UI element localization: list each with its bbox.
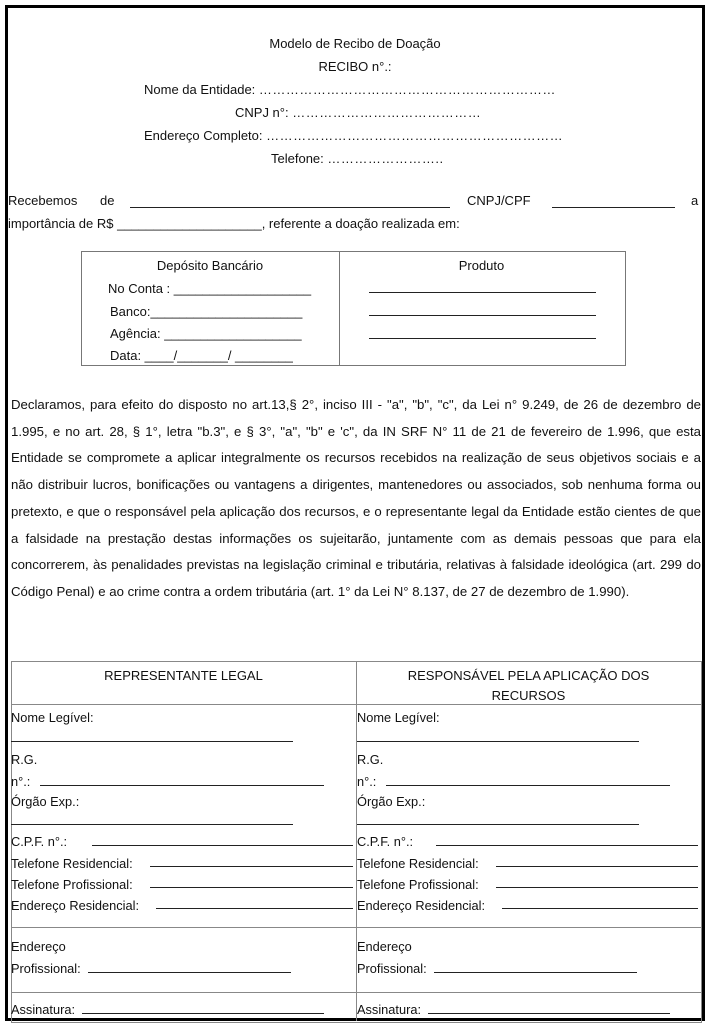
- bank-field[interactable]: Banco:_____________________: [110, 304, 303, 319]
- de-label: de: [100, 193, 115, 208]
- left-assinatura-label: Assinatura:: [11, 1002, 76, 1017]
- left-cpf-label: C.P.F. n°.:: [11, 834, 68, 849]
- left-endereco-label: Endereço: [11, 939, 66, 954]
- amount-line[interactable]: importância de R$ ____________________, referente a doação realizada em:: [8, 216, 460, 231]
- right-assinatura-label: Assinatura:: [357, 1002, 422, 1017]
- left-profissional-line[interactable]: [88, 972, 291, 973]
- right-cpf-line[interactable]: [436, 845, 698, 846]
- phone-field[interactable]: [271, 151, 444, 166]
- right-tel-res-label: Telefone Residencial:: [357, 856, 479, 871]
- entity-name-field[interactable]: [144, 82, 556, 97]
- full-address-dots: …………………………………………………………: [266, 128, 564, 143]
- left-nome-legivel-line[interactable]: [11, 741, 293, 742]
- left-orgao-label: Órgão Exp.:: [11, 794, 80, 809]
- right-orgao-label: Órgão Exp.:: [357, 794, 426, 809]
- left-tel-prof-line[interactable]: [150, 887, 353, 888]
- declaration-paragraph: [11, 392, 701, 606]
- agency-field[interactable]: Agência: ___________________: [110, 326, 302, 341]
- left-end-res-line[interactable]: [156, 908, 353, 909]
- phone-dots: ……………………..: [327, 151, 444, 166]
- receipt-document: [5, 5, 705, 1021]
- product-line-3[interactable]: [369, 338, 596, 339]
- entity-name-dots: …………………………………………………………: [258, 82, 556, 97]
- full-address-label: Endereço Completo:: [144, 128, 263, 143]
- right-tel-res-line[interactable]: [496, 866, 698, 867]
- product-line-1[interactable]: [369, 292, 596, 293]
- right-profissional-line[interactable]: [434, 972, 637, 973]
- right-tel-prof-label: Telefone Profissional:: [357, 877, 479, 892]
- right-profissional-label: Profissional:: [357, 961, 427, 976]
- signatures-row-rule-1: [11, 927, 701, 928]
- responsible-header-line1: RESPONSÁVEL PELA APLICAÇÃO DOS: [407, 668, 650, 683]
- phone-label: Telefone:: [271, 151, 324, 166]
- right-rg-number-line[interactable]: [386, 785, 670, 786]
- right-rg-number-label: n°.:: [357, 774, 377, 789]
- full-address-field[interactable]: [144, 128, 563, 143]
- receipt-number-label: RECIBO n°.:: [318, 59, 392, 74]
- left-tel-res-label: Telefone Residencial:: [11, 856, 133, 871]
- a-label: a: [691, 193, 699, 208]
- left-end-res-label: Endereço Residencial:: [11, 898, 140, 913]
- right-nome-legivel-label: Nome Legível:: [357, 710, 440, 725]
- right-end-res-label: Endereço Residencial:: [357, 898, 486, 913]
- legal-representative-header: REPRESENTANTE LEGAL: [104, 668, 263, 683]
- left-orgao-line[interactable]: [11, 824, 293, 825]
- right-endereco-label: Endereço: [357, 939, 412, 954]
- cnpj-field[interactable]: [235, 105, 481, 120]
- bank-deposit-header: Depósito Bancário: [156, 258, 264, 273]
- left-profissional-label: Profissional:: [11, 961, 81, 976]
- recebemos-label: Recebemos: [8, 193, 78, 208]
- product-header: Produto: [458, 258, 505, 273]
- product-line-2[interactable]: [369, 315, 596, 316]
- responsible-header-line2: RECURSOS: [491, 688, 566, 703]
- right-nome-legivel-line[interactable]: [357, 741, 639, 742]
- right-rg-label: R.G.: [357, 752, 384, 767]
- left-rg-label: R.G.: [11, 752, 38, 767]
- donor-name-line[interactable]: [130, 207, 450, 208]
- account-number-field[interactable]: No Conta : ___________________: [108, 281, 312, 296]
- right-tel-prof-line[interactable]: [496, 887, 698, 888]
- declaration-text: Declaramos, para efeito do disposto no art.13,§ 2°, inciso III - "a", "b", "c", da Lei n° 9.249, de 26 de dezembro de 1.995, e no art. 28, § 1°, letra "b.3", e § 3°, "a", "b" e 'c", da IN SRF N° 11 de 21 de fevereiro de 1.996, que esta Entidade se compromete a aplicar integralmente os recursos recebidos na realização de seus objetivos sociais e a não distribuir lucros, bonificações ou vantagens a dirigentes, mantenedores ou associados, sob nenhuma forma ou pretexto, e que o responsável pela aplicação dos recursos, e o representante legal da Entidade estão cientes de que a falsidade na prestação destas informações os sujeitarão, juntamente com as demais pessoas que para ela concorrerem, às penalidades previstas na legislação criminal e tributária, relativas à falsidade ideológica (art. 299 do Código Penal) e ao crime contra a ordem tributária (art. 1° da Lei N° 8.137, de 27 de dezembro de 1.990).: [11, 397, 701, 599]
- left-rg-number-line[interactable]: [40, 785, 324, 786]
- right-cpf-label: C.P.F. n°.:: [357, 834, 414, 849]
- right-orgao-line[interactable]: [357, 824, 639, 825]
- left-tel-prof-label: Telefone Profissional:: [11, 877, 133, 892]
- signatures-row-rule-2: [11, 992, 701, 993]
- document-title: Modelo de Recibo de Doação: [269, 36, 441, 51]
- right-end-res-line[interactable]: [502, 908, 698, 909]
- date-field[interactable]: Data: ____/_______/ ________: [110, 348, 293, 363]
- right-assinatura-line[interactable]: [428, 1013, 670, 1014]
- donor-document-line[interactable]: [552, 207, 675, 208]
- left-nome-legivel-label: Nome Legível:: [11, 710, 94, 725]
- left-rg-number-label: n°.:: [11, 774, 31, 789]
- cnpj-cpf-label: CNPJ/CPF: [467, 193, 531, 208]
- signatures-header-rule: [11, 704, 701, 705]
- left-assinatura-line[interactable]: [82, 1013, 324, 1014]
- entity-name-label: Nome da Entidade:: [144, 82, 256, 97]
- cnpj-label: CNPJ n°:: [235, 105, 289, 120]
- left-tel-res-line[interactable]: [150, 866, 353, 867]
- left-cpf-line[interactable]: [92, 845, 353, 846]
- cnpj-dots: ……………………………………: [292, 105, 482, 120]
